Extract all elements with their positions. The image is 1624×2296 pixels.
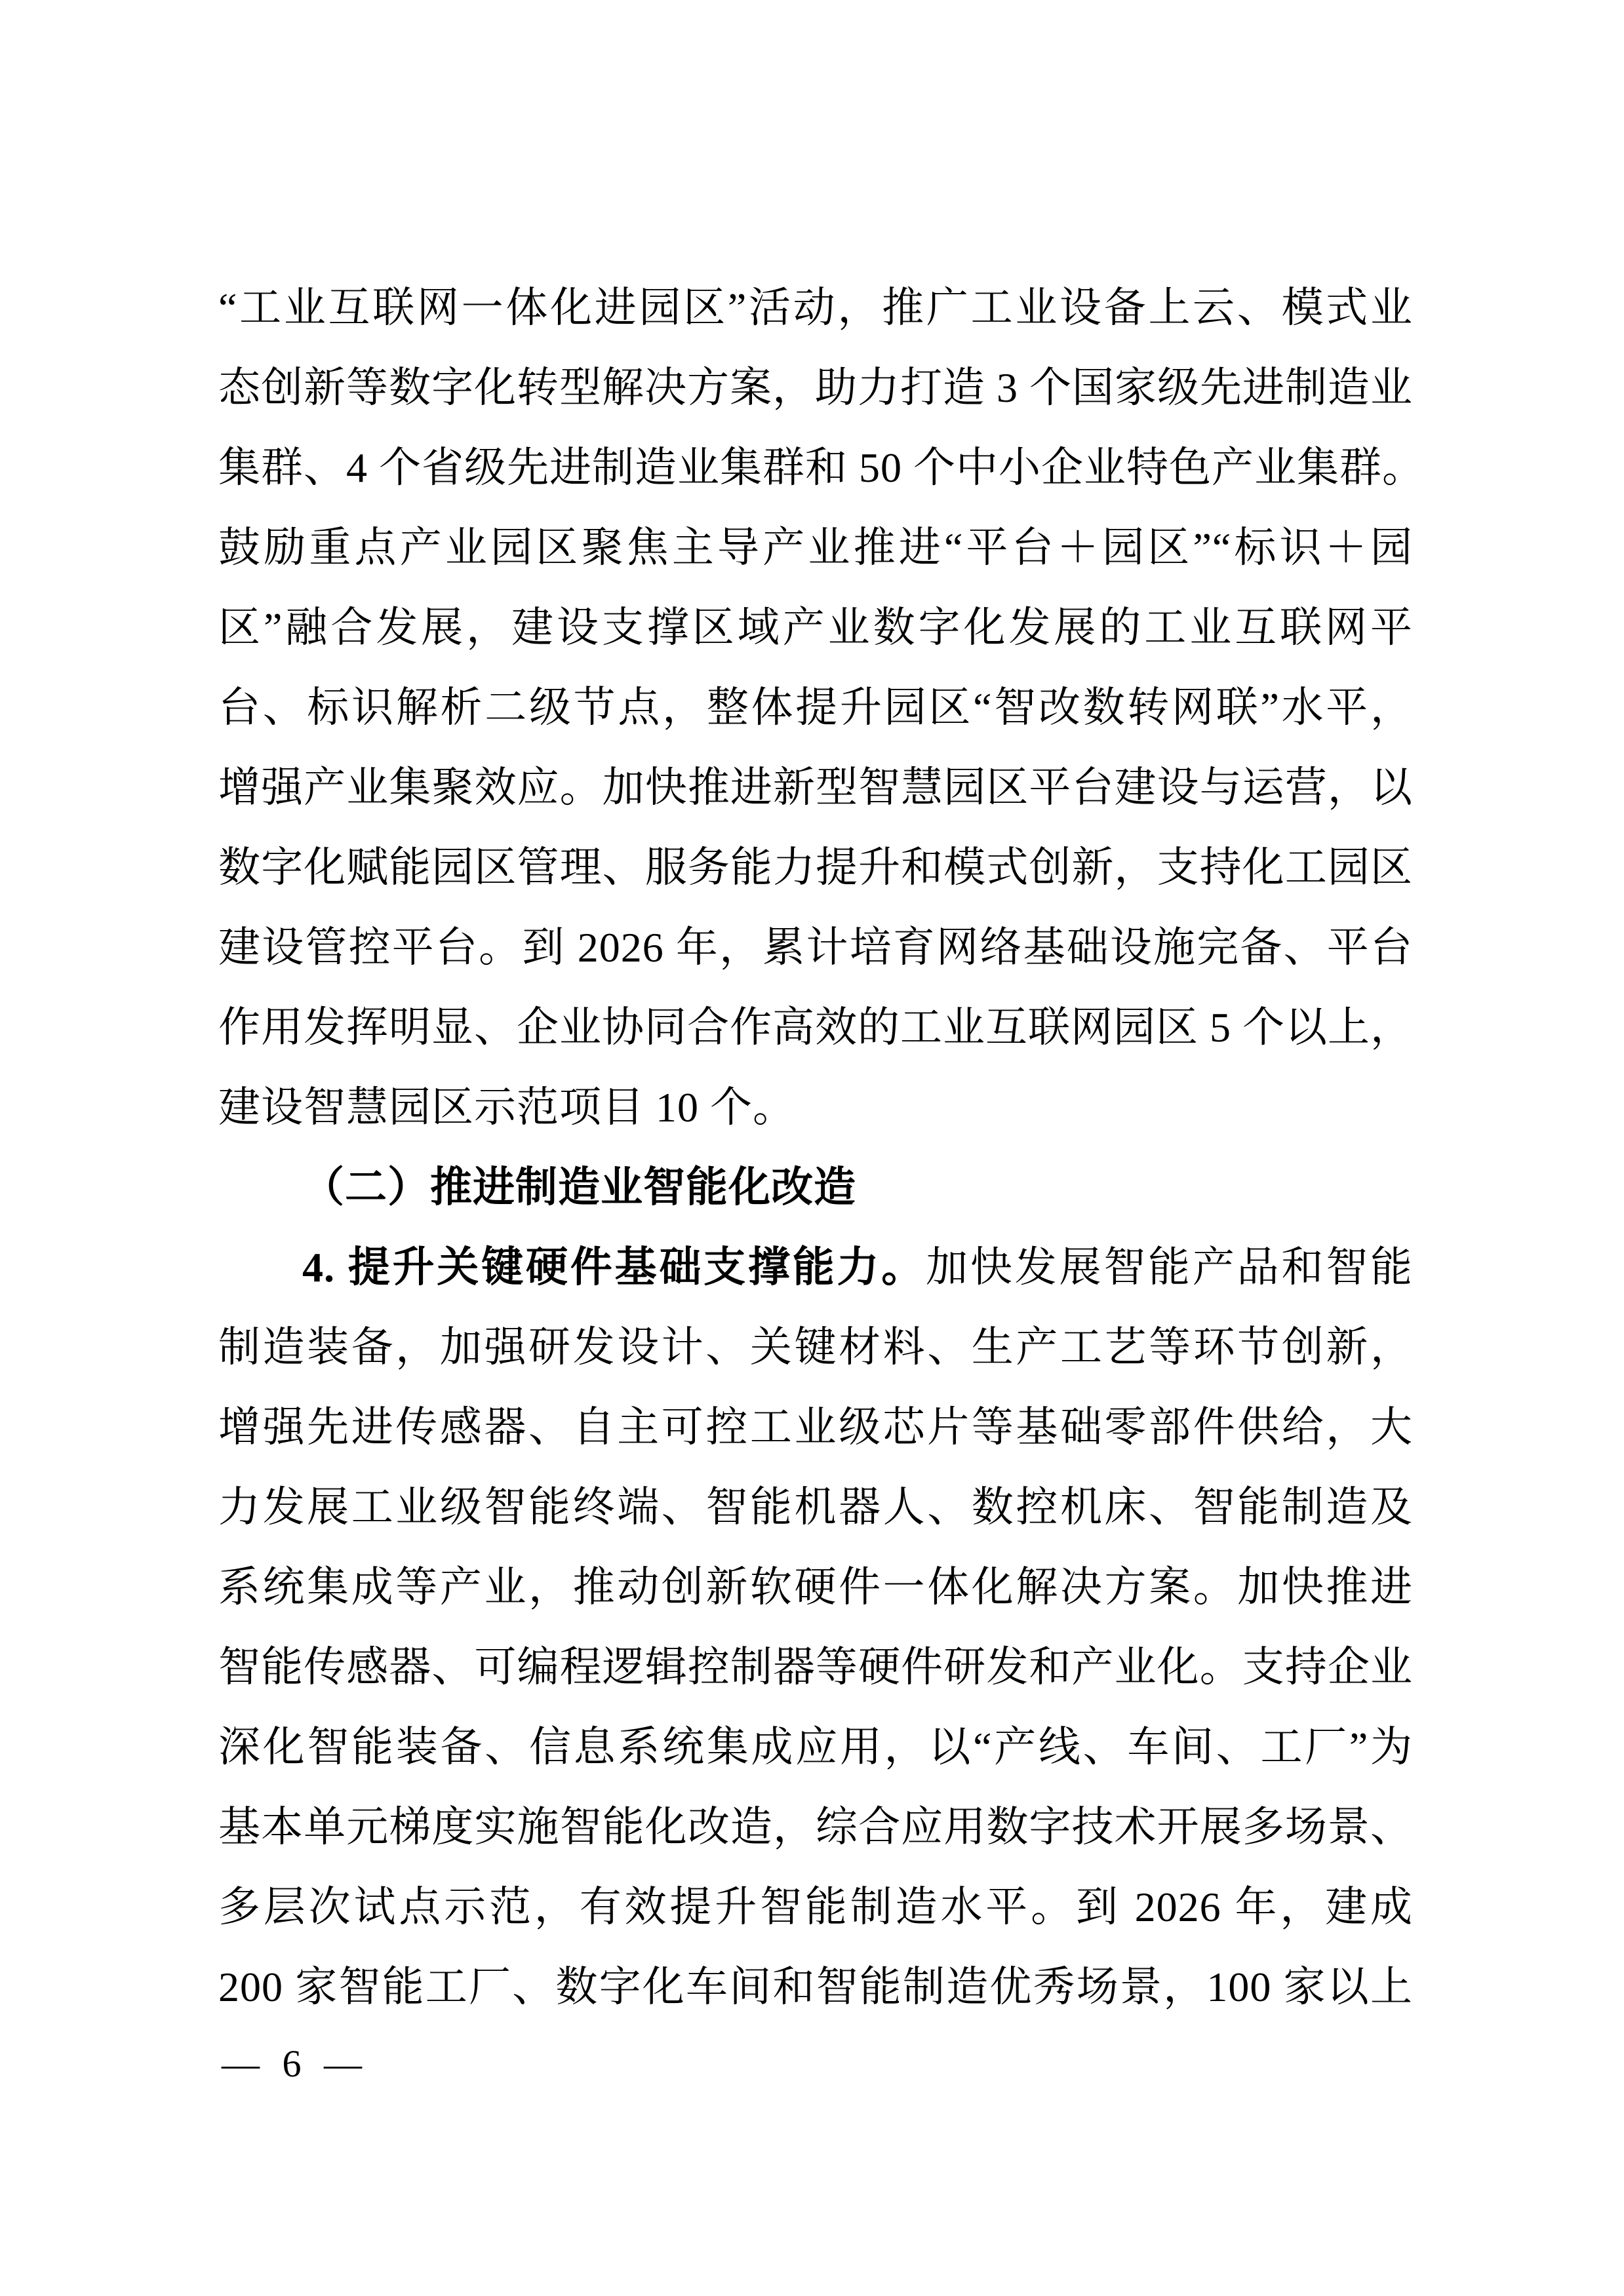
body-text: 建设管控平台。到 2026 年，累计培育网络基础设施完备、平台 — [218, 924, 1413, 971]
body-text: 态创新等数字化转型解决方案，助力打造 3 个国家级先进制造业 — [218, 364, 1413, 411]
body-text: 台、标识解析二级节点，整体提升园区“智改数转网联”水平， — [218, 684, 1413, 731]
body-text: 制造装备，加强研发设计、关键材料、生产工艺等环节创新， — [218, 1324, 1413, 1371]
text-line — [218, 1867, 1413, 1947]
text-line — [218, 1707, 1413, 1787]
body-text: 作用发挥明显、企业协同合作高效的工业互联网园区 5 个以上， — [218, 1004, 1413, 1051]
body-text: 系统集成等产业，推动创新软硬件一体化解决方案。加快推进 — [218, 1564, 1413, 1610]
text-line — [218, 1627, 1413, 1707]
text-line — [218, 908, 1413, 988]
body-text: 数字化赋能园区管理、服务能力提升和模式创新，支持化工园区 — [218, 844, 1413, 891]
body-text: “工业互联网一体化进园区”活动，推广工业设备上云、模式业 — [218, 284, 1413, 331]
text-line — [218, 1068, 1413, 1148]
text-line — [218, 268, 1413, 348]
bold-text: （二）推进制造业智能化改造 — [302, 1164, 856, 1211]
body-text: 集群、4 个省级先进制造业集群和 50 个中小企业特色产业集群。 — [218, 444, 1425, 491]
text-line — [218, 588, 1413, 668]
text-line — [218, 428, 1425, 508]
page-number: — 6 — — [222, 2042, 368, 2085]
body-text: 多层次试点示范，有效提升智能制造水平。到 2026 年，建成 — [218, 1884, 1413, 1930]
body-text: 区”融合发展，建设支撑区域产业数字化发展的工业互联网平 — [218, 604, 1413, 651]
text-line — [218, 348, 1413, 428]
text-line — [218, 1308, 1413, 1388]
body-text: 鼓励重点产业园区聚焦主导产业推进“平台＋园区”“标识＋园 — [218, 524, 1413, 571]
body-text: 基本单元梯度实施智能化改造，综合应用数字技术开展多场景、 — [218, 1804, 1413, 1850]
body-text: 加快发展智能产品和智能 — [926, 1244, 1414, 1291]
text-line — [218, 748, 1413, 828]
document-body — [218, 268, 1425, 2027]
section-heading — [218, 1148, 1413, 1228]
text-line — [218, 668, 1413, 748]
text-line — [218, 828, 1413, 908]
body-text: 建设智慧园区示范项目 10 个。 — [218, 1084, 795, 1131]
text-line — [218, 1787, 1413, 1867]
text-line — [218, 508, 1413, 588]
clause-heading-line — [218, 1228, 1413, 1308]
body-text: 增强产业集聚效应。加快推进新型智慧园区平台建设与运营，以 — [218, 764, 1413, 811]
body-text: 智能传感器、可编程逻辑控制器等硬件研发和产业化。支持企业 — [218, 1644, 1413, 1690]
text-line — [218, 1547, 1413, 1627]
text-line — [218, 988, 1413, 1068]
text-line — [218, 1468, 1413, 1547]
text-line — [218, 1388, 1413, 1468]
body-text: 深化智能装备、信息系统集成应用，以“产线、车间、工厂”为 — [218, 1724, 1413, 1770]
bold-text: 4. 提升关键硬件基础支撑能力。 — [302, 1244, 926, 1291]
body-text: 200 家智能工厂、数字化车间和智能制造优秀场景，100 家以上 — [218, 1964, 1413, 2010]
text-line — [218, 1947, 1413, 2027]
body-text: 力发展工业级智能终端、智能机器人、数控机床、智能制造及 — [218, 1484, 1413, 1530]
body-text: 增强先进传感器、自主可控工业级芯片等基础零部件供给，大 — [218, 1404, 1413, 1450]
